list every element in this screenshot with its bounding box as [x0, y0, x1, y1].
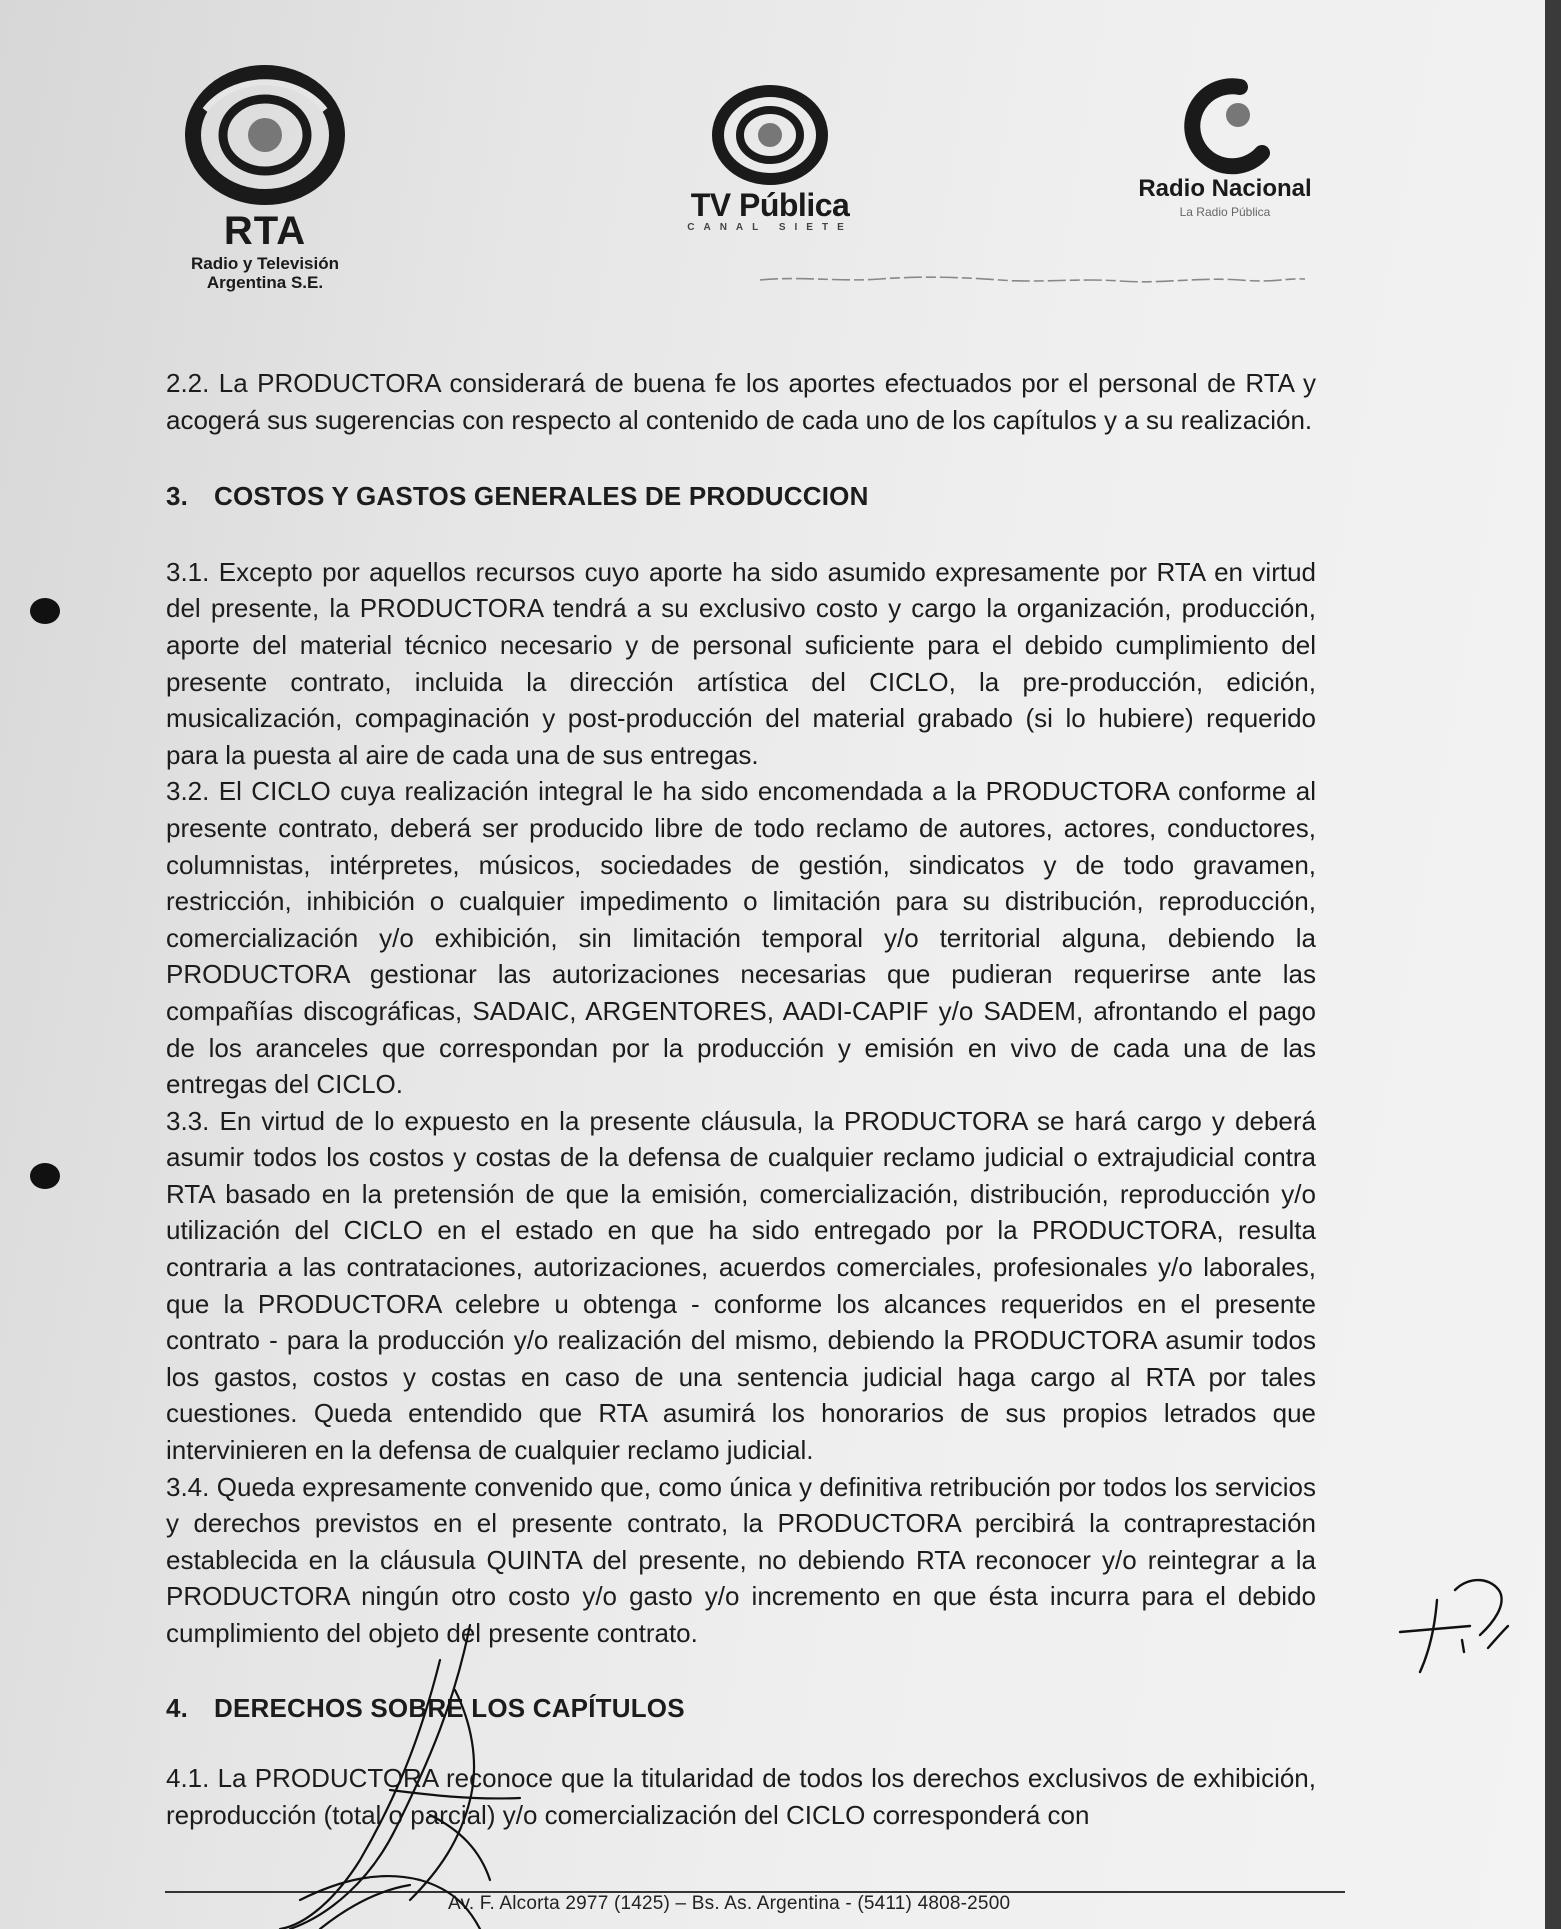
tv-publica-logo	[660, 85, 880, 233]
margin-initials-icon	[1400, 1580, 1508, 1672]
clause-3-1: 3.1. Excepto por aquellos recursos cuyo aporte ha sido asumido expresamente por RTA en virtud del presente, la PRODUCTORA tendrá a su exclusivo costo y cargo la organización, producción, aporte del material técnico necesario y de personal suficiente para el debido cumplimiento del presente contrato, incluida la dirección artística del CICLO, la pre-producción, edición, musicalización, compaginación y post-producción del material grabado (si lo hubiere) requerido para la puesta al aire de cada una de sus entregas.	[166, 556, 1316, 770]
section-3-heading	[166, 478, 1316, 515]
clause-3-4: 3.4. Queda expresamente convenido que, como única y definitiva retribución por todos los servicios y derechos previstos en el presente contrato, la PRODUCTORA percibirá la contraprestación establecida en la cláusula QUINTA del presente, no debiendo RTA reconocer y/o reintegrar a la PRODUCTORA ningún otro costo y/o gasto y/o incremento en que ésta incurra para el debido cumplimiento del objeto del presente contrato.	[166, 1471, 1316, 1648]
section-3-number: 3.	[166, 481, 189, 512]
binder-hole-icon	[30, 1163, 60, 1189]
rta-emblem-icon	[185, 65, 345, 205]
rta-logo	[150, 65, 380, 292]
faint-header-line	[760, 272, 1305, 286]
rta-logo-line1: Radio y Televisión	[190, 254, 339, 273]
footer-address: Av. F. Alcorta 2977 (1425) – Bs. As. Argentina - (5411) 4808-2500	[448, 1893, 1011, 1914]
clause-2-2: 2.2. La PRODUCTORA considerará de buena fe los aportes efectuados por el personal de RTA y acogerá sus sugerencias con respecto al contenido de cada uno de los capítulos y a su realización.	[166, 368, 1316, 435]
clause-3-2: 3.2. El CICLO cuya realización integral le ha sido encomendada a la PRODUCTORA conforme al presente contrato, deberá ser producido libre de todo reclamo de autores, actores, conductores, columnistas, intérpretes, músicos, sociedades de gestión, sindicatos y de todo gravamen, restricción, inhibición o cualquier impedimento o limitación para su distribución, reproducción, comercialización y/o exhibición, sin limitación temporal y/o territorial alguna, debiendo la PRODUCTORA gestionar las autorizaciones necesarias que pudieran requerirse ante las compañías discográficas, SADAIC, ARGENTORES, AADI-CAPIF y/o SADEM, afrontando el pago de los aranceles que correspondan por la producción y emisión en vivo de cada una de las entregas del CICLO.	[166, 776, 1316, 1100]
rta-logo-line2: Argentina S.E.	[206, 273, 324, 292]
section-3-title: COSTOS Y GASTOS GENERALES DE PRODUCCION	[214, 481, 869, 512]
clause-4-1: 4.1. La PRODUCTORA reconoce que la titularidad de todos los derechos exclusivos de exhibición, reproducción (total o parcial) y/o comercialización del CICLO corresponderá con	[166, 1763, 1316, 1830]
section-4-number: 4.	[166, 1692, 189, 1723]
tv-publica-emblem-icon	[710, 85, 830, 185]
tv-publica-title: TV Pública	[690, 187, 850, 223]
tv-publica-subtitle: CANAL SIETE	[687, 222, 853, 233]
radio-nacional-logo	[1110, 75, 1340, 219]
rta-logo-title: RTA	[223, 209, 307, 253]
section-4-title: DERECHOS SOBRE LOS CAPÍTULOS	[214, 1692, 685, 1723]
clause-3-3: 3.3. En virtud de lo expuesto en la presente cláusula, la PRODUCTORA se hará cargo y deberá asumir todos los costos y costas de la defensa de cualquier reclamo judicial o extrajudicial contra RTA basado en la pretensión de que la emisión, comercialización, distribución, reproducción y/o utilización del CICLO en el estado en que ha sido entregado por la PRODUCTORA, resulta contraria a las contrataciones, autorizaciones, acuerdos comerciales, profesionales y/o laborales, que la PRODUCTORA celebre u obtenga - conforme los alcances requeridos en el presente contrato - para la producción y/o realización del mismo, debiendo la PRODUCTORA asumir todos los gastos, costos y costas en caso de una sentencia judicial haga cargo al RTA por tales cuestiones. Queda entendido que RTA asumirá los honorarios de sus propios letrados que intervinieren en la defensa de cualquier reclamo judicial.	[166, 1105, 1316, 1466]
document-body	[166, 365, 1316, 1833]
section-4-heading	[166, 1690, 1316, 1727]
radio-nacional-emblem-icon	[1170, 75, 1280, 175]
radio-nacional-subtitle: La Radio Pública	[1179, 205, 1271, 219]
radio-nacional-title: Radio Nacional	[1138, 175, 1312, 202]
page-edge-shadow	[1545, 0, 1561, 1929]
binder-hole-icon	[30, 598, 60, 624]
